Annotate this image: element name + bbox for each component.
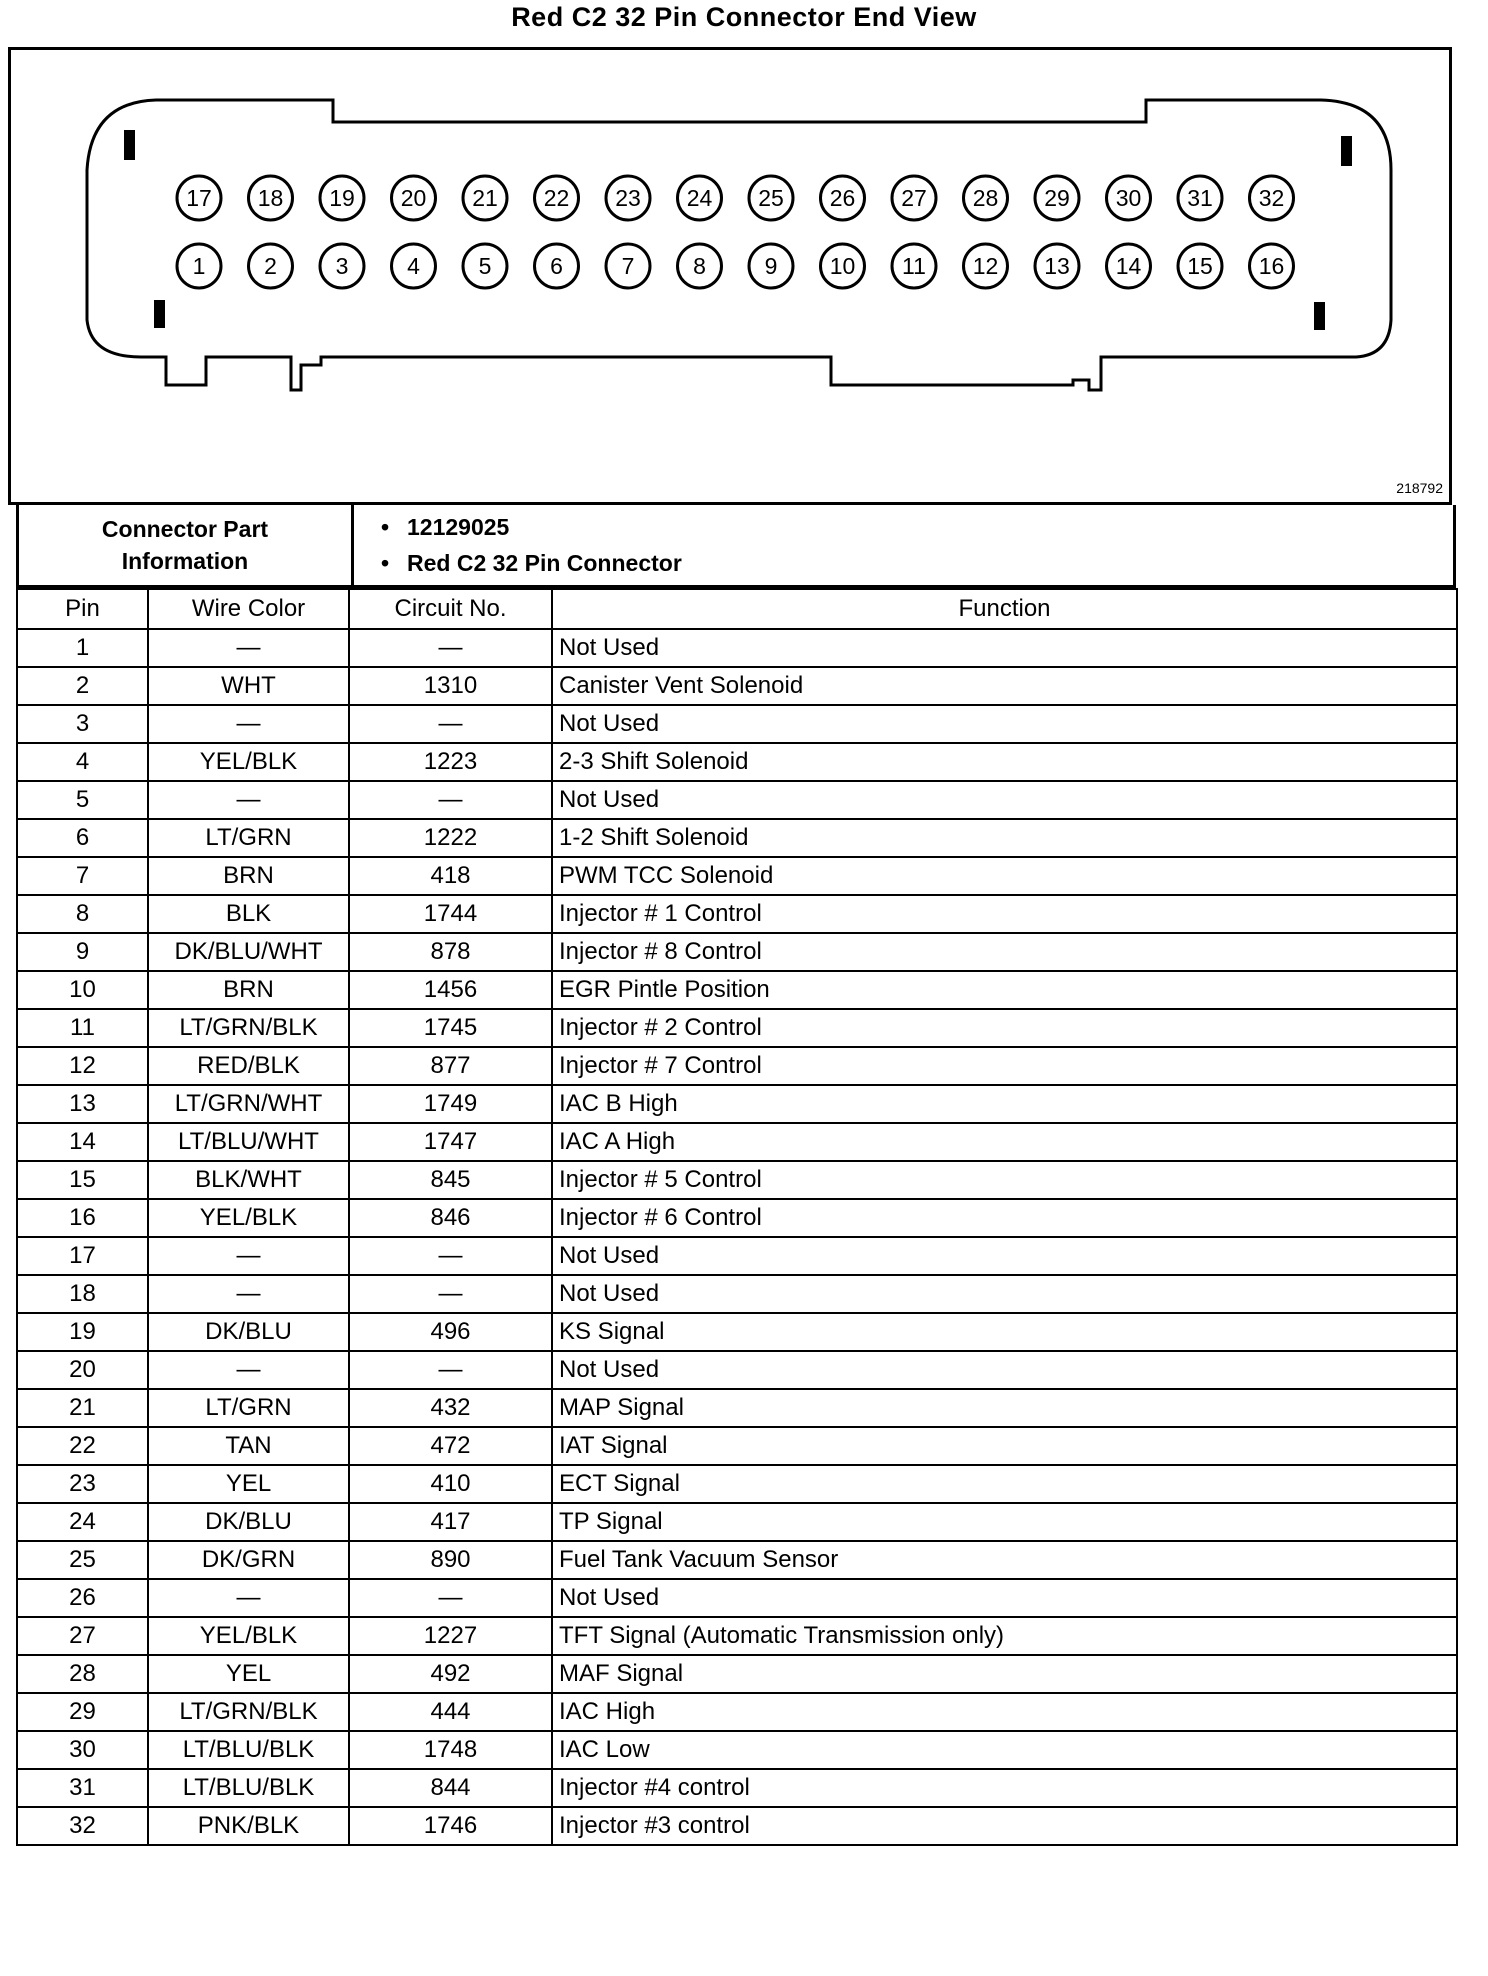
keying-block xyxy=(154,300,165,328)
header-pin: Pin xyxy=(17,589,148,629)
pin-label: 23 xyxy=(615,185,641,211)
cell-circuit: 1310 xyxy=(349,667,552,705)
cell-function: EGR Pintle Position xyxy=(552,971,1457,1009)
table-row xyxy=(17,1161,1457,1199)
cell-pin: 22 xyxy=(17,1427,148,1465)
connector-pin xyxy=(1035,176,1079,220)
connector-pin xyxy=(392,176,436,220)
connector-pin xyxy=(1178,244,1222,288)
table-row xyxy=(17,1009,1457,1047)
cell-wire-color: — xyxy=(148,1351,349,1389)
cell-wire-color: TAN xyxy=(148,1427,349,1465)
pin-label: 6 xyxy=(550,253,563,279)
connector-figure xyxy=(8,47,1452,505)
connector-pin xyxy=(463,176,507,220)
page-title: Red C2 32 Pin Connector End View xyxy=(511,2,977,32)
table-row xyxy=(17,1389,1457,1427)
pin-label: 24 xyxy=(686,185,713,211)
cell-wire-color: DK/BLU xyxy=(148,1503,349,1541)
cell-circuit: 877 xyxy=(349,1047,552,1085)
pin-label: 14 xyxy=(1115,253,1142,279)
cell-wire-color: DK/GRN xyxy=(148,1541,349,1579)
pin-label: 10 xyxy=(829,253,856,279)
table-row xyxy=(17,1807,1457,1845)
cell-function: Injector #3 control xyxy=(552,1807,1457,1845)
cell-wire-color: DK/BLU xyxy=(148,1313,349,1351)
keying-block xyxy=(1314,302,1325,330)
cell-function: IAT Signal xyxy=(552,1427,1457,1465)
part-info-label-line2: Information xyxy=(121,548,249,574)
connector-pin xyxy=(177,244,221,288)
cell-function: TFT Signal (Automatic Transmission only) xyxy=(552,1617,1457,1655)
connector-pin xyxy=(320,176,364,220)
cell-pin: 15 xyxy=(17,1161,148,1199)
cell-function: Not Used xyxy=(552,705,1457,743)
cell-wire-color: LT/BLU/WHT xyxy=(148,1123,349,1161)
connector-pin xyxy=(177,176,221,220)
cell-circuit: 1745 xyxy=(349,1009,552,1047)
table-row xyxy=(17,1199,1457,1237)
cell-pin: 11 xyxy=(17,1009,148,1047)
bullet: • xyxy=(381,550,390,576)
cell-wire-color: LT/GRN/BLK xyxy=(148,1693,349,1731)
cell-wire-color: — xyxy=(148,781,349,819)
connector-pin xyxy=(463,244,507,288)
connector-pin xyxy=(678,244,722,288)
part-description: Red C2 32 Pin Connector xyxy=(407,550,682,576)
cell-function: Injector #4 control xyxy=(552,1769,1457,1807)
cell-pin: 7 xyxy=(17,857,148,895)
keying-block xyxy=(124,130,135,160)
table-row xyxy=(17,629,1457,667)
cell-pin: 12 xyxy=(17,1047,148,1085)
cell-wire-color: DK/BLU/WHT xyxy=(148,933,349,971)
cell-pin: 10 xyxy=(17,971,148,1009)
table-row xyxy=(17,1503,1457,1541)
table-row xyxy=(17,1655,1457,1693)
cell-function: Injector # 5 Control xyxy=(552,1161,1457,1199)
cell-pin: 31 xyxy=(17,1769,148,1807)
connector-pin xyxy=(606,244,650,288)
cell-function: Injector # 7 Control xyxy=(552,1047,1457,1085)
keying-block xyxy=(1341,136,1352,166)
table-row xyxy=(17,1541,1457,1579)
cell-circuit: — xyxy=(349,629,552,667)
cell-circuit: 1223 xyxy=(349,743,552,781)
cell-circuit: 845 xyxy=(349,1161,552,1199)
connector-part-info xyxy=(16,505,1456,588)
cell-pin: 3 xyxy=(17,705,148,743)
connector-pin xyxy=(749,176,793,220)
cell-pin: 28 xyxy=(17,1655,148,1693)
connector-pin xyxy=(392,244,436,288)
table-header-row xyxy=(17,589,1457,629)
connector-drawing xyxy=(11,50,1449,502)
pin-label: 32 xyxy=(1258,185,1285,211)
cell-wire-color: — xyxy=(148,1579,349,1617)
cell-pin: 23 xyxy=(17,1465,148,1503)
pin-label: 12 xyxy=(972,253,999,279)
pin-label: 20 xyxy=(400,185,427,211)
cell-pin: 27 xyxy=(17,1617,148,1655)
table-row xyxy=(17,1427,1457,1465)
cell-circuit: 878 xyxy=(349,933,552,971)
connector-pin xyxy=(1178,176,1222,220)
cell-wire-color: YEL/BLK xyxy=(148,1199,349,1237)
cell-function: IAC A High xyxy=(552,1123,1457,1161)
pin-label: 26 xyxy=(829,185,856,211)
cell-function: Canister Vent Solenoid xyxy=(552,667,1457,705)
cell-function: Not Used xyxy=(552,781,1457,819)
pin-label: 29 xyxy=(1044,185,1070,211)
connector-pin xyxy=(606,176,650,220)
table-row xyxy=(17,1617,1457,1655)
cell-wire-color: YEL xyxy=(148,1655,349,1693)
cell-wire-color: RED/BLK xyxy=(148,1047,349,1085)
pin-label: 11 xyxy=(902,253,926,279)
pin-label: 2 xyxy=(264,253,277,279)
pin-label: 19 xyxy=(329,185,355,211)
cell-wire-color: LT/GRN xyxy=(148,819,349,857)
pin-label: 8 xyxy=(693,253,706,279)
connector-pin xyxy=(1107,244,1151,288)
table-row xyxy=(17,667,1457,705)
header-wire-color: Wire Color xyxy=(148,589,349,629)
part-info-label xyxy=(19,505,354,585)
cell-pin: 30 xyxy=(17,1731,148,1769)
pin-label: 15 xyxy=(1187,253,1213,279)
cell-function: IAC Low xyxy=(552,1731,1457,1769)
figure-id: 218792 xyxy=(1396,480,1443,496)
cell-function: Injector # 6 Control xyxy=(552,1199,1457,1237)
pin-label: 16 xyxy=(1258,253,1285,279)
cell-pin: 17 xyxy=(17,1237,148,1275)
cell-function: Not Used xyxy=(552,1237,1457,1275)
pin-label: 27 xyxy=(901,185,927,211)
connector-pin xyxy=(249,176,293,220)
cell-wire-color: YEL xyxy=(148,1465,349,1503)
cell-function: TP Signal xyxy=(552,1503,1457,1541)
pin-label: 30 xyxy=(1115,185,1142,211)
table-row xyxy=(17,781,1457,819)
pin-label: 1 xyxy=(192,253,206,279)
cell-wire-color: LT/GRN/WHT xyxy=(148,1085,349,1123)
pin-label: 13 xyxy=(1044,253,1070,279)
cell-circuit: 410 xyxy=(349,1465,552,1503)
cell-circuit: 1222 xyxy=(349,819,552,857)
cell-function: KS Signal xyxy=(552,1313,1457,1351)
cell-function: 2-3 Shift Solenoid xyxy=(552,743,1457,781)
table-row xyxy=(17,819,1457,857)
cell-circuit: 1748 xyxy=(349,1731,552,1769)
cell-circuit: — xyxy=(349,1351,552,1389)
connector-pin xyxy=(249,244,293,288)
connector-pin xyxy=(964,176,1008,220)
cell-pin: 18 xyxy=(17,1275,148,1313)
pin-label: 22 xyxy=(543,185,570,211)
table-row xyxy=(17,933,1457,971)
cell-function: Not Used xyxy=(552,629,1457,667)
connector-pin xyxy=(1035,244,1079,288)
pin-label: 7 xyxy=(621,253,635,279)
cell-function: Not Used xyxy=(552,1351,1457,1389)
table-row xyxy=(17,1047,1457,1085)
connector-pin xyxy=(821,244,865,288)
pin-label: 4 xyxy=(407,253,420,279)
pin-label: 28 xyxy=(972,185,999,211)
bullet: • xyxy=(381,514,390,540)
connector-pin xyxy=(1107,176,1151,220)
table-row xyxy=(17,743,1457,781)
cell-wire-color: LT/GRN/BLK xyxy=(148,1009,349,1047)
cell-function: Fuel Tank Vacuum Sensor xyxy=(552,1541,1457,1579)
pin-label: 3 xyxy=(335,253,349,279)
cell-pin: 25 xyxy=(17,1541,148,1579)
cell-wire-color: — xyxy=(148,629,349,667)
connector-pin xyxy=(1250,176,1294,220)
cell-circuit: 496 xyxy=(349,1313,552,1351)
cell-circuit: 492 xyxy=(349,1655,552,1693)
cell-function: ECT Signal xyxy=(552,1465,1457,1503)
connector-pin xyxy=(678,176,722,220)
cell-pin: 29 xyxy=(17,1693,148,1731)
cell-function: Injector # 2 Control xyxy=(552,1009,1457,1047)
table-row xyxy=(17,1731,1457,1769)
cell-wire-color: LT/GRN xyxy=(148,1389,349,1427)
cell-wire-color: LT/BLU/BLK xyxy=(148,1769,349,1807)
part-number: 12129025 xyxy=(407,514,510,540)
connector-pin xyxy=(320,244,364,288)
cell-function: Injector # 8 Control xyxy=(552,933,1457,971)
table-row xyxy=(17,1351,1457,1389)
cell-pin: 1 xyxy=(17,629,148,667)
cell-circuit: 1746 xyxy=(349,1807,552,1845)
cell-function: IAC B High xyxy=(552,1085,1457,1123)
cell-pin: 13 xyxy=(17,1085,148,1123)
cell-wire-color: BRN xyxy=(148,857,349,895)
connector-pin xyxy=(892,176,936,220)
cell-wire-color: — xyxy=(148,1275,349,1313)
cell-pin: 21 xyxy=(17,1389,148,1427)
cell-wire-color: BLK xyxy=(148,895,349,933)
cell-pin: 19 xyxy=(17,1313,148,1351)
cell-pin: 26 xyxy=(17,1579,148,1617)
table-row xyxy=(17,895,1457,933)
cell-circuit: 1747 xyxy=(349,1123,552,1161)
pin-label: 18 xyxy=(257,185,284,211)
part-number-line xyxy=(381,509,682,545)
cell-circuit: 472 xyxy=(349,1427,552,1465)
cell-circuit: 1744 xyxy=(349,895,552,933)
header-circuit: Circuit No. xyxy=(349,589,552,629)
connector-pin xyxy=(1250,244,1294,288)
cell-function: Injector # 1 Control xyxy=(552,895,1457,933)
cell-wire-color: BRN xyxy=(148,971,349,1009)
cell-circuit: 890 xyxy=(349,1541,552,1579)
cell-circuit: 1456 xyxy=(349,971,552,1009)
cell-circuit: 417 xyxy=(349,1503,552,1541)
table-row xyxy=(17,971,1457,1009)
part-info-label-line1: Connector Part xyxy=(101,516,269,542)
connector-pin xyxy=(749,244,793,288)
connector-pin xyxy=(535,176,579,220)
cell-pin: 24 xyxy=(17,1503,148,1541)
pin-label: 21 xyxy=(472,185,498,211)
cell-function: PWM TCC Solenoid xyxy=(552,857,1457,895)
cell-circuit: 1227 xyxy=(349,1617,552,1655)
connector-pin xyxy=(535,244,579,288)
cell-wire-color: BLK/WHT xyxy=(148,1161,349,1199)
connector-pin xyxy=(964,244,1008,288)
cell-circuit: — xyxy=(349,1275,552,1313)
cell-function: 1-2 Shift Solenoid xyxy=(552,819,1457,857)
cell-function: IAC High xyxy=(552,1693,1457,1731)
cell-pin: 9 xyxy=(17,933,148,971)
cell-circuit: 844 xyxy=(349,1769,552,1807)
cell-circuit: 1749 xyxy=(349,1085,552,1123)
cell-circuit: — xyxy=(349,1237,552,1275)
cell-pin: 4 xyxy=(17,743,148,781)
cell-circuit: 418 xyxy=(349,857,552,895)
cell-circuit: 432 xyxy=(349,1389,552,1427)
connector-pin xyxy=(892,244,936,288)
cell-wire-color: YEL/BLK xyxy=(148,1617,349,1655)
table-row xyxy=(17,1579,1457,1617)
cell-pin: 16 xyxy=(17,1199,148,1237)
header-function: Function xyxy=(552,589,1457,629)
cell-pin: 8 xyxy=(17,895,148,933)
table-row xyxy=(17,705,1457,743)
cell-circuit: — xyxy=(349,781,552,819)
cell-pin: 6 xyxy=(17,819,148,857)
cell-wire-color: — xyxy=(148,1237,349,1275)
cell-circuit: 846 xyxy=(349,1199,552,1237)
table-row xyxy=(17,1693,1457,1731)
pin-label: 9 xyxy=(764,253,778,279)
pin-label: 17 xyxy=(186,185,212,211)
cell-circuit: — xyxy=(349,1579,552,1617)
table-row xyxy=(17,1237,1457,1275)
cell-pin: 2 xyxy=(17,667,148,705)
cell-function: Not Used xyxy=(552,1275,1457,1313)
cell-pin: 5 xyxy=(17,781,148,819)
cell-wire-color: LT/BLU/BLK xyxy=(148,1731,349,1769)
table-row xyxy=(17,1769,1457,1807)
part-info-values xyxy=(381,509,682,581)
pin-label: 25 xyxy=(758,185,784,211)
connector-pin xyxy=(821,176,865,220)
cell-function: MAP Signal xyxy=(552,1389,1457,1427)
table-row xyxy=(17,1123,1457,1161)
table-row xyxy=(17,1275,1457,1313)
cell-pin: 32 xyxy=(17,1807,148,1845)
part-description-line xyxy=(381,545,682,581)
cell-pin: 14 xyxy=(17,1123,148,1161)
pinout-table xyxy=(16,588,1458,1846)
cell-pin: 20 xyxy=(17,1351,148,1389)
table-row xyxy=(17,1085,1457,1123)
pin-label: 31 xyxy=(1187,185,1213,211)
table-row xyxy=(17,857,1457,895)
cell-wire-color: PNK/BLK xyxy=(148,1807,349,1845)
cell-circuit: 444 xyxy=(349,1693,552,1731)
pin-label: 5 xyxy=(478,253,492,279)
cell-function: Not Used xyxy=(552,1579,1457,1617)
table-row xyxy=(17,1313,1457,1351)
table-row xyxy=(17,1465,1457,1503)
cell-wire-color: YEL/BLK xyxy=(148,743,349,781)
cell-circuit: — xyxy=(349,705,552,743)
cell-wire-color: WHT xyxy=(148,667,349,705)
cell-function: MAF Signal xyxy=(552,1655,1457,1693)
cell-wire-color: — xyxy=(148,705,349,743)
